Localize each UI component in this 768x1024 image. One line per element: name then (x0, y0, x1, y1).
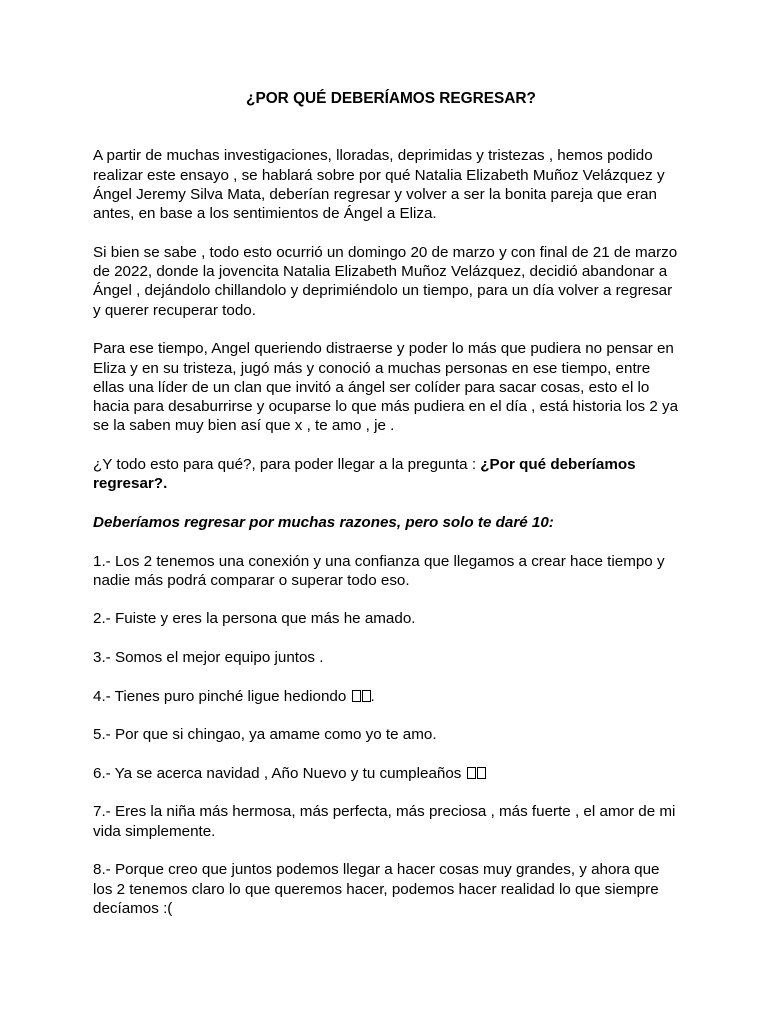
reason-4-text: 4.- Tienes puro pinché ligue hediondo (93, 687, 351, 705)
missing-glyph-icon (352, 690, 361, 702)
question-lead-text: ¿Y todo esto para qué?, para poder llegar a la pregunta : (93, 456, 481, 474)
missing-glyph-icon (467, 767, 476, 779)
missing-glyph-icon (477, 767, 486, 779)
reason-item-8: 8.- Porque creo que juntos podemos llegar a hacer cosas muy grandes, y ahora que los 2 tenemos claro lo que queremos hacer, podemos hacer realidad lo que siempre decíamos :( (93, 861, 660, 917)
reason-item-1: 1.- Los 2 tenemos una conexión y una confianza que llegamos a crear hace tiempo y nadie más podrá comparar o superar todo eso. (93, 552, 665, 589)
paragraph-intro: A partir de muchas investigaciones, lloradas, deprimidas y tristezas , hemos podido realizar este ensayo , se hablará sobre por qué Natalia Elizabeth Muñoz Velázquez y Ángel Jeremy Silva Mata, deberían regresar y volver a ser la bonita pareja que eran antes, en base a los sentimientos de Ángel a Eliza. (93, 147, 665, 223)
reason-6-text: 6.- Ya se acerca navidad , Año Nuevo y tu cumpleaños (93, 764, 466, 782)
reason-item-3: 3.- Somos el mejor equipo juntos . (93, 649, 324, 667)
paragraph-background: Si bien se sabe , todo esto ocurrió un domingo 20 de marzo y con final de 21 de marzo de 2022, donde la jovencita Natalia Elizabeth Muñoz Velázquez, decidió abandonar a Ángel , dejándolo chillandolo y deprimiéndolo un tiempo, para un día volver a regresar y querer recuperar todo. (93, 243, 678, 319)
paragraph-question (93, 455, 683, 494)
reason-item-2: 2.- Fuiste y eres la persona que más he amado. (93, 610, 416, 628)
reason-item-4 (93, 687, 683, 706)
missing-glyph-icon (362, 690, 371, 702)
document-page (93, 89, 683, 937)
reason-item-7: 7.- Eres la niña más hermosa, más perfecta, más preciosa , más fuerte , el amor de mi vida simplemente. (93, 803, 676, 840)
question-bold-text: ¿Por qué deberíamos regresar?. (93, 456, 636, 493)
reasons-heading: Deberíamos regresar por muchas razones, pero solo te daré 10: (93, 513, 554, 531)
paragraph-story: Para ese tiempo, Angel queriendo distraerse y poder lo más que pudiera no pensar en Eliza y en su tristeza, jugó más y conoció a muchas personas en ese tiempo, entre ellas una líder de un clan que invitó a ángel ser colíder para sacar cosas, esto el lo hacia para desaburrirse y ocuparse lo que más pudiera en el día , está historia los 2 ya se la saben muy bien así que x , te amo , je . (93, 340, 679, 435)
reason-4-end: . (370, 687, 375, 705)
document-title: ¿POR QUÉ DEBERÍAMOS REGRESAR? (246, 90, 536, 107)
reason-item-5: 5.- Por que si chingao, ya amame como yo te amo. (93, 726, 437, 744)
reason-item-6 (93, 764, 683, 783)
